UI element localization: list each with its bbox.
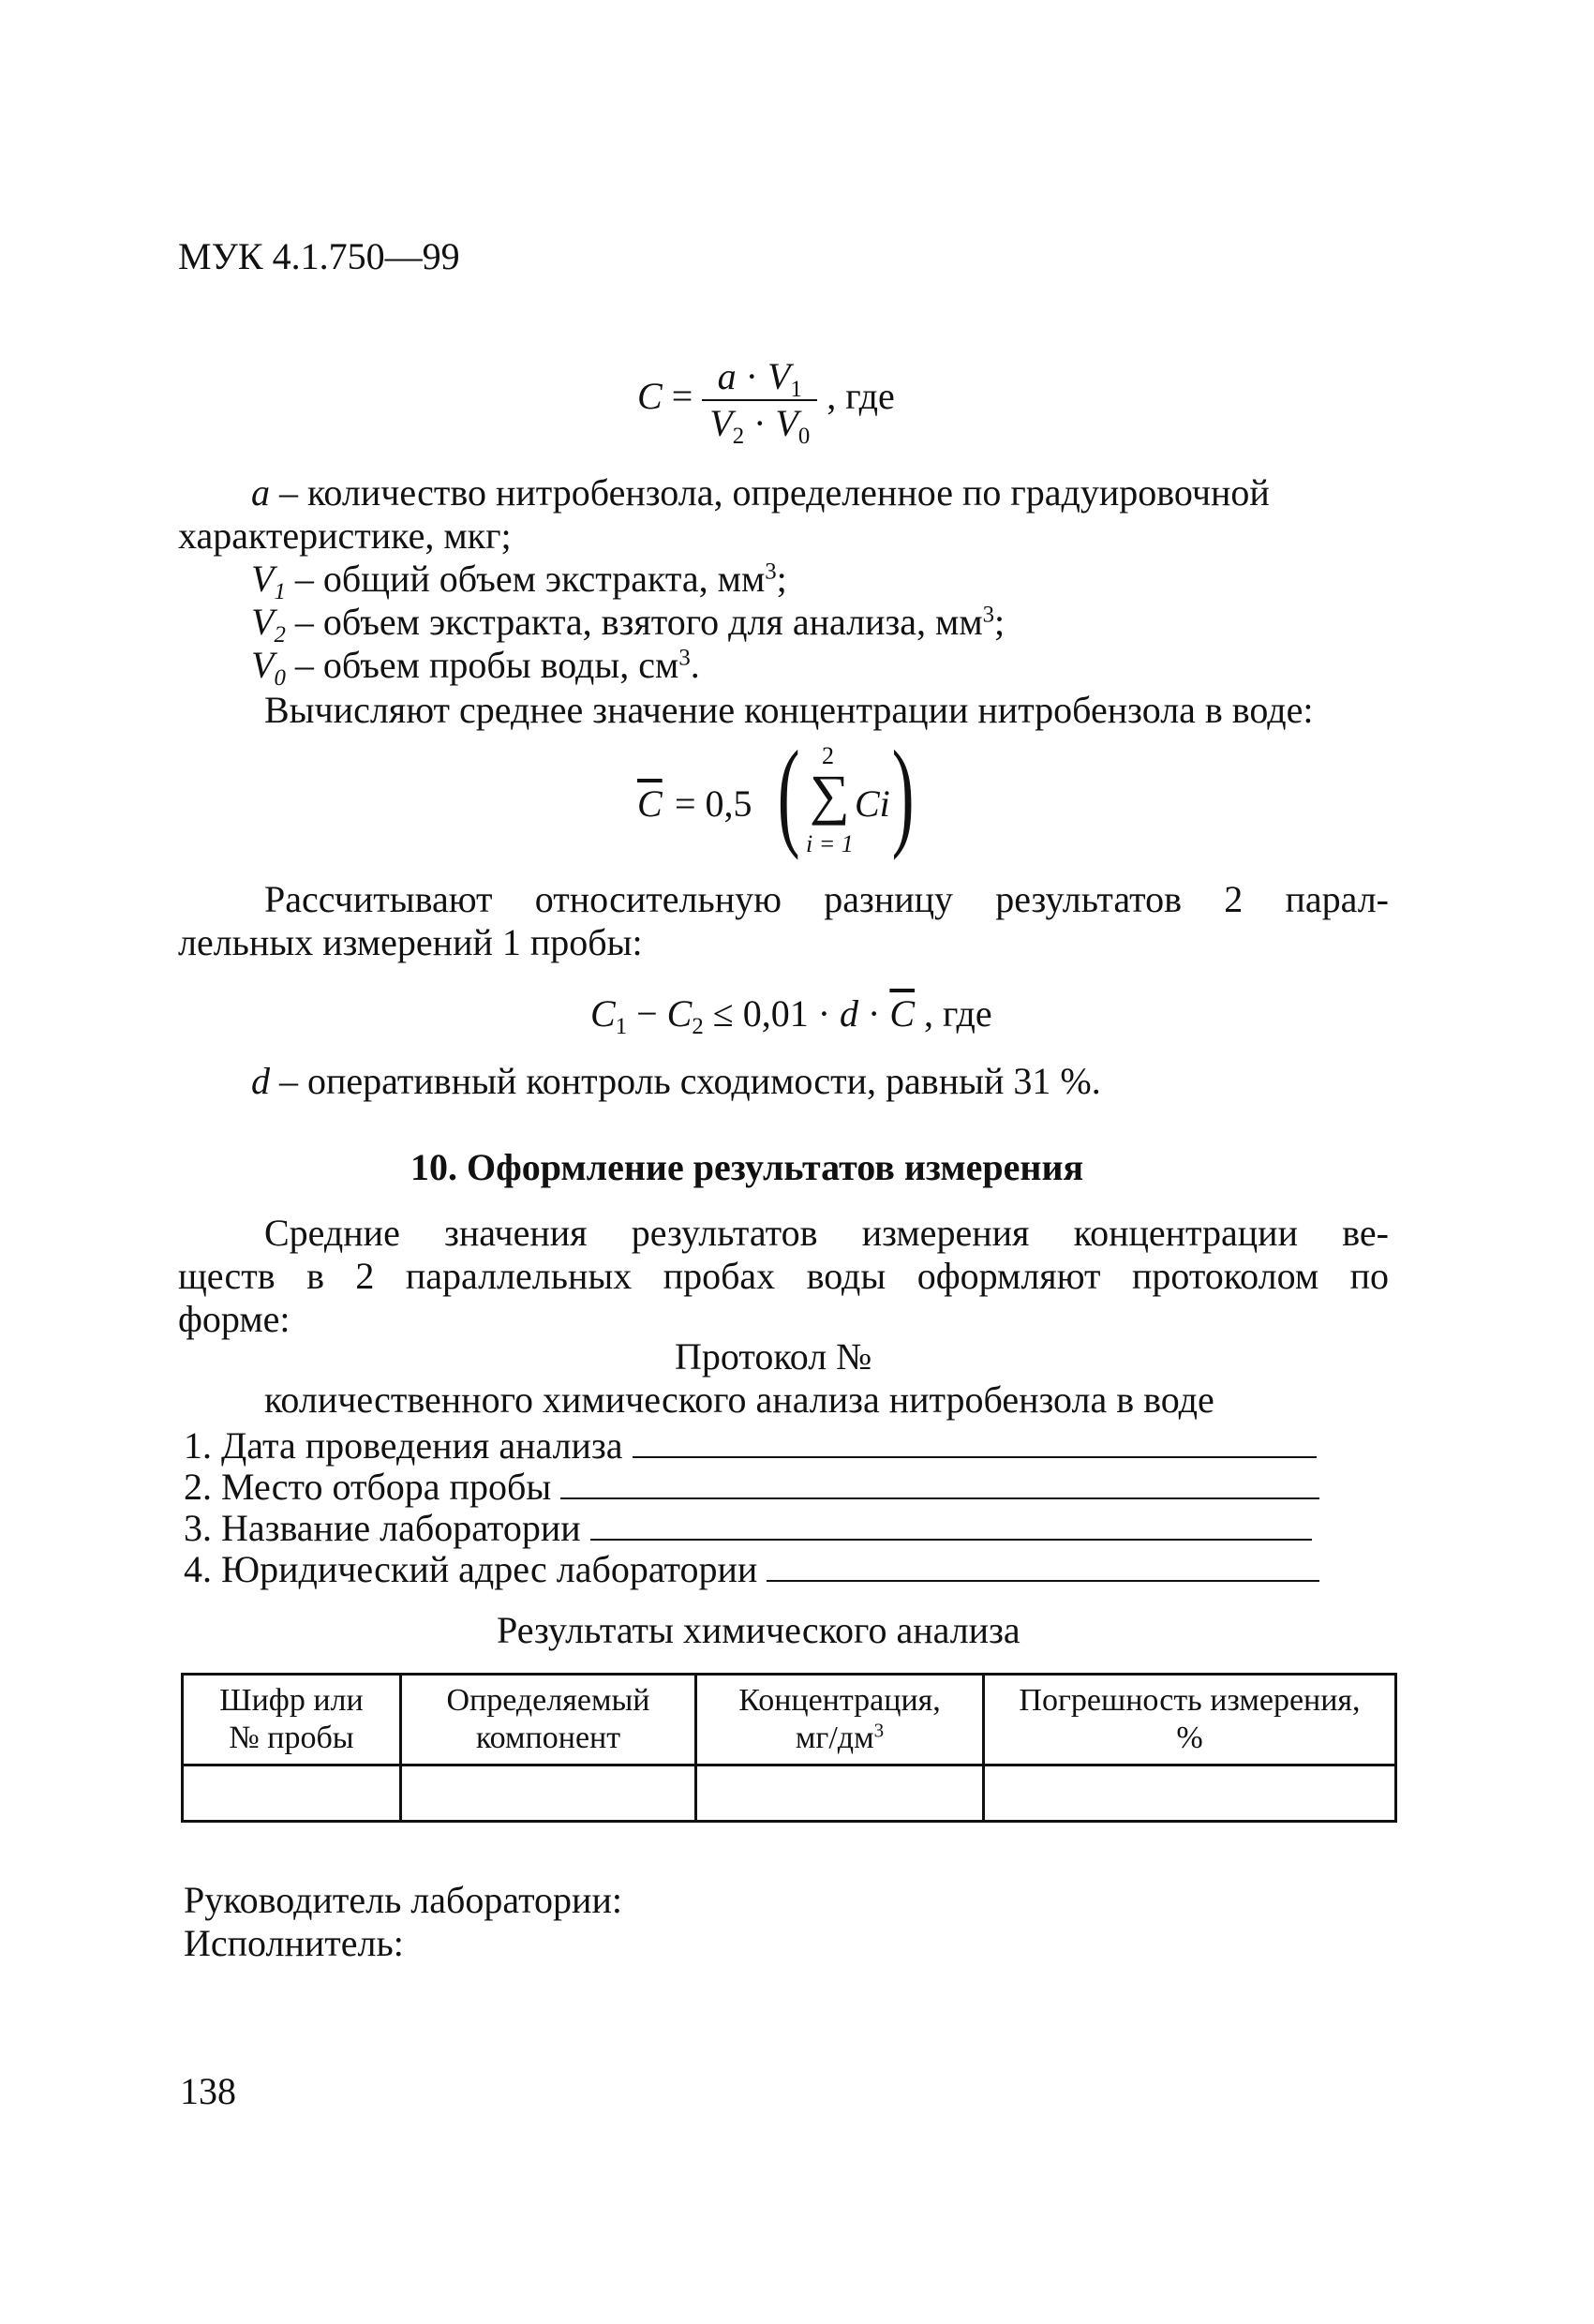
- page-number: 138: [180, 2070, 236, 2112]
- definition-a-cont: характеристике, мкг;: [178, 514, 512, 557]
- dot: ·: [745, 355, 758, 397]
- diff-paragraph-line1: Рассчитывают относительную разницу результатов 2 парал-: [264, 878, 1389, 920]
- formula-mean: [637, 726, 956, 873]
- definition-v2: $V_2$ – объем экстракта, взятого для анализа, $мм^3$;: [251, 601, 1006, 648]
- sigma: ∑: [810, 764, 850, 826]
- blank-line[interactable]: [590, 1501, 1312, 1541]
- diff-paragraph-line2: лельных измерений 1 пробы:: [178, 921, 643, 963]
- table-cell[interactable]: [696, 1765, 984, 1822]
- section-title: 10. Оформление результатов измерения: [410, 1146, 1084, 1188]
- col-error: Погрешность измерения, %: [984, 1675, 1396, 1765]
- eq-coef: = 0,5: [675, 782, 752, 825]
- col-concentration: Концентрация, $мг/дм^3$: [696, 1675, 984, 1765]
- definition-a: a – количество нитробензола, определенное по градуировочной: [251, 471, 1270, 514]
- results-table: [181, 1673, 1397, 1823]
- document-code: МУК 4.1.750—99: [178, 235, 460, 277]
- var-v: V: [775, 402, 798, 444]
- term-ci: Ci: [855, 782, 890, 825]
- sub: 1: [790, 376, 802, 402]
- right-paren: ): [891, 726, 915, 861]
- table-cell[interactable]: [401, 1765, 696, 1822]
- protocol-title: Протокол №: [675, 1335, 872, 1378]
- formula-lhs: C: [637, 375, 663, 418]
- definition-v1: $V_1$ – общий объем экстракта, $мм^3$;: [251, 558, 787, 604]
- formula-eq: =: [671, 375, 693, 418]
- section-text-line2: ществ в 2 параллельных пробах воды оформляют протоколом по: [178, 1255, 1389, 1297]
- definition-d: d – оперативный контроль сходимости, равный 31 %.: [251, 1060, 1101, 1102]
- sigma-lower: i = 1: [806, 830, 854, 857]
- results-title: Результаты химического анализа: [497, 1609, 1020, 1651]
- table-row: [183, 1765, 1396, 1822]
- section-text-line3: форме:: [178, 1298, 290, 1340]
- table-cell[interactable]: [183, 1765, 401, 1822]
- var-a: a: [717, 355, 737, 397]
- formula-concentration: [637, 354, 895, 449]
- protocol-field-lab: 3. Название лаборатории: [184, 1501, 1312, 1551]
- protocol-subtitle: количественного химического анализа нитробензола в воде: [264, 1378, 1214, 1421]
- definition-v0: $V_0$ – объем пробы воды, $см^3$.: [251, 644, 700, 691]
- sigma-upper: 2: [822, 742, 834, 769]
- signature-head: Руководитель лаборатории:: [184, 1879, 622, 1921]
- protocol-field-date: 1. Дата проведения анализа: [184, 1419, 1317, 1468]
- var-v: V: [767, 355, 791, 397]
- sub: 2: [732, 423, 745, 449]
- sub: 0: [797, 423, 811, 449]
- var-v: V: [709, 402, 733, 444]
- section-text-line1: Средние значения результатов измерения концентрации ве-: [264, 1212, 1389, 1254]
- blank-line[interactable]: [560, 1460, 1319, 1499]
- col-sample-id: Шифр или № пробы: [183, 1675, 401, 1765]
- col-component: Определяемый компонент: [401, 1675, 696, 1765]
- table-header-row: [183, 1675, 1396, 1765]
- protocol-field-place: 2. Место отбора пробы: [184, 1460, 1319, 1510]
- formula-suffix: , где: [827, 375, 895, 418]
- blank-line[interactable]: [767, 1542, 1319, 1582]
- protocol-field-address: 4. Юридический адрес лаборатории: [184, 1542, 1319, 1592]
- cbar: $\overline{C}$: [637, 782, 663, 825]
- formula-difference: $C_1 - C_2 \le 0,01 \cdot d \cdot \overline{C}$ , где: [590, 992, 992, 1039]
- mean-intro: Вычисляют среднее значение концентрации нитробензола в воде:: [264, 689, 1314, 731]
- table-cell[interactable]: [984, 1765, 1396, 1822]
- blank-line[interactable]: [633, 1419, 1317, 1458]
- left-paren: (: [777, 726, 800, 861]
- dot: ·: [753, 402, 767, 444]
- signature-executor: Исполнитель:: [184, 1922, 404, 1964]
